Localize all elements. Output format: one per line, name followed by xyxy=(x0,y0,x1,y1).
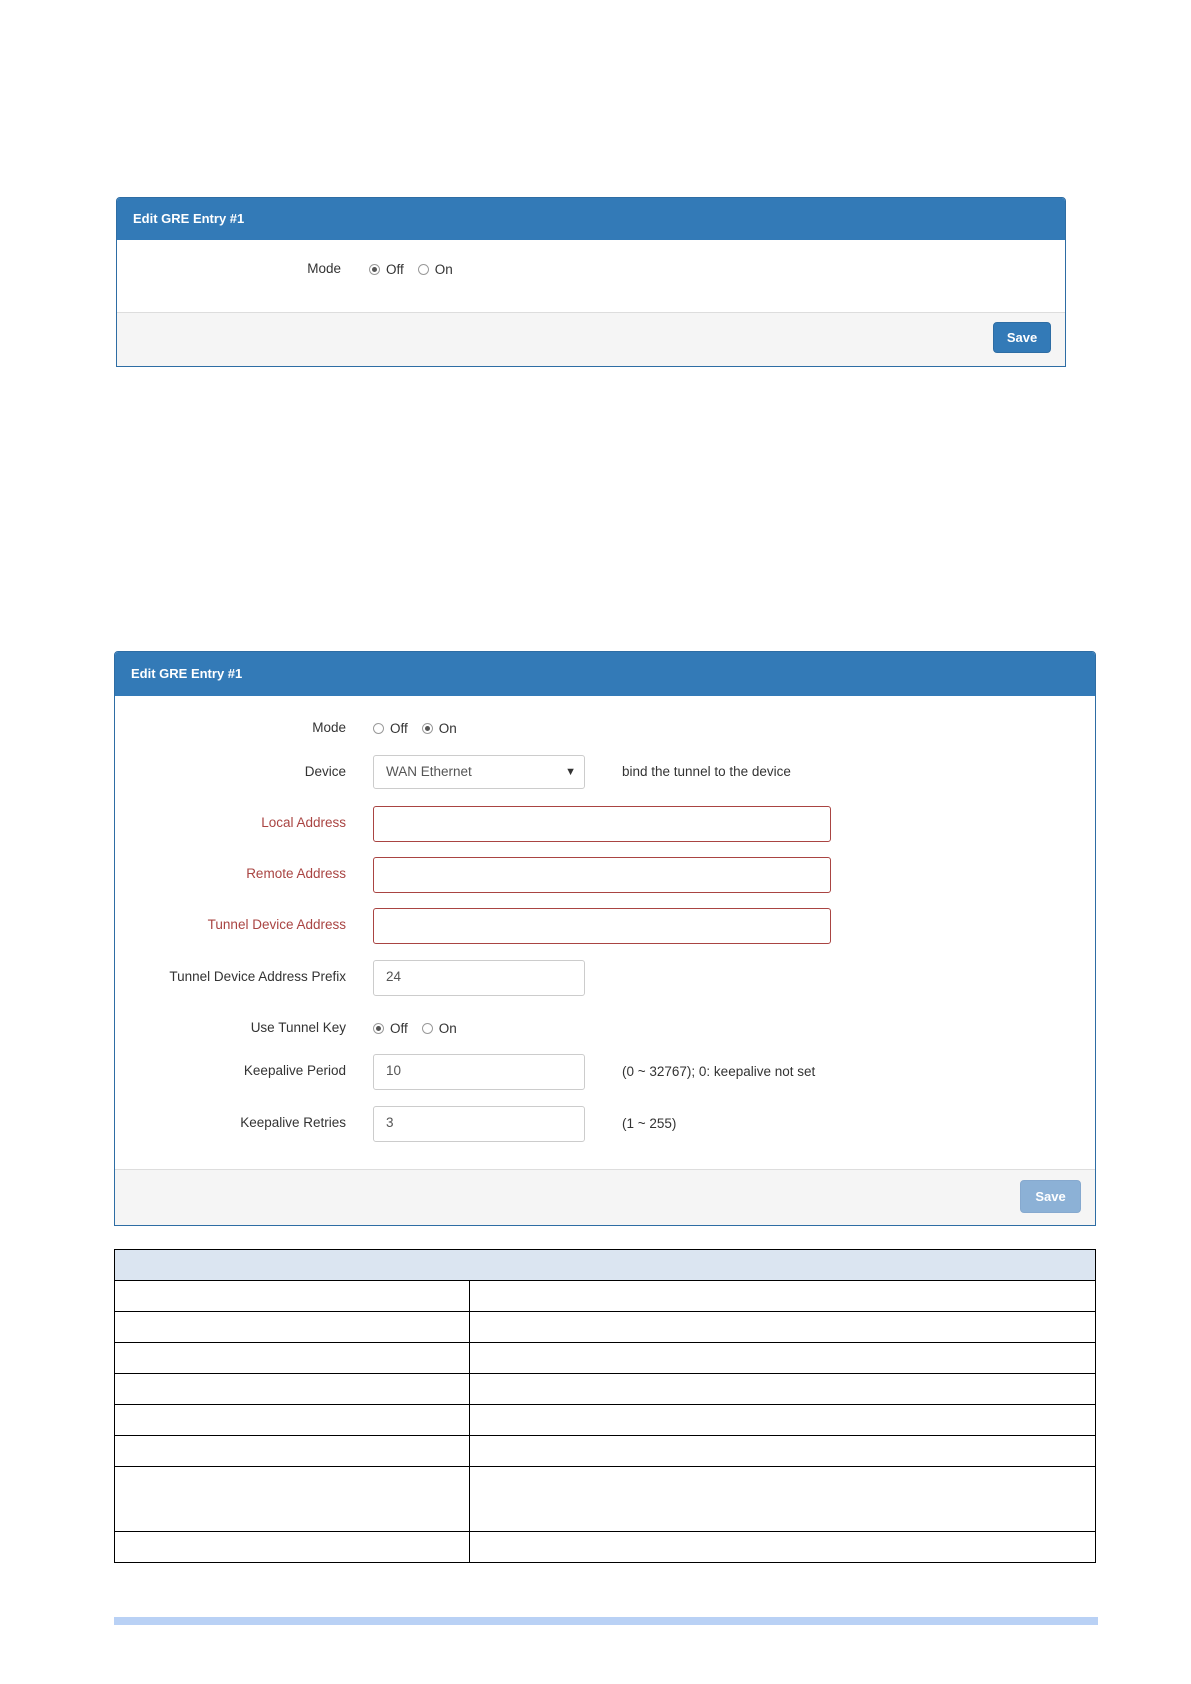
table-cell xyxy=(115,1436,470,1467)
keepalive-retries-input[interactable]: 3 xyxy=(373,1106,585,1142)
table-row xyxy=(115,1436,1096,1467)
table-cell xyxy=(115,1405,470,1436)
tunnel-prefix-label: Tunnel Device Address Prefix xyxy=(169,969,346,984)
settings-table xyxy=(114,1249,1096,1563)
table-row xyxy=(115,1405,1096,1436)
use-tunnel-key-label: Use Tunnel Key xyxy=(250,1020,346,1035)
table-cell xyxy=(470,1343,1096,1374)
use-tunnel-key-row xyxy=(115,1011,1095,1045)
tunnel-device-address-input[interactable] xyxy=(373,908,831,944)
table-cell xyxy=(115,1532,470,1563)
keepalive-period-label: Keepalive Period xyxy=(243,1063,346,1078)
remote-address-row xyxy=(115,857,1095,891)
gre-entry-panel-on xyxy=(114,651,1096,1226)
mode-on-radio[interactable] xyxy=(418,264,429,275)
tunnel-key-on-label[interactable]: On xyxy=(438,1020,457,1036)
table-cell xyxy=(115,1281,470,1312)
table-cell xyxy=(470,1312,1096,1343)
chevron-down-icon: ▼ xyxy=(565,766,576,778)
keepalive-period-row xyxy=(115,1054,1095,1088)
table-cell xyxy=(470,1467,1096,1532)
table-cell xyxy=(470,1436,1096,1467)
tunnel-prefix-row xyxy=(115,960,1095,994)
table-cell xyxy=(115,1312,470,1343)
table-header-row xyxy=(115,1250,1096,1281)
table-cell xyxy=(470,1281,1096,1312)
footer-divider xyxy=(114,1617,1098,1625)
device-row xyxy=(115,755,1095,789)
mode-label: Mode xyxy=(312,720,346,735)
table-cell xyxy=(470,1532,1096,1563)
save-button[interactable]: Save xyxy=(993,322,1051,353)
local-address-row xyxy=(115,806,1095,840)
table-header-cell xyxy=(115,1250,1096,1281)
panel-title: Edit GRE Entry #1 xyxy=(117,198,1065,240)
device-help: bind the tunnel to the device xyxy=(622,764,791,779)
panel-title: Edit GRE Entry #1 xyxy=(115,652,1095,696)
tunnel-device-address-row xyxy=(115,908,1095,942)
mode-off-label[interactable]: Off xyxy=(390,720,408,736)
table-row xyxy=(115,1312,1096,1343)
keepalive-period-help: (0 ~ 32767); 0: keepalive not set xyxy=(622,1064,816,1079)
panel-footer xyxy=(115,1169,1095,1225)
mode-label: Mode xyxy=(307,261,341,276)
gre-entry-panel-off xyxy=(116,197,1066,367)
table-cell xyxy=(115,1343,470,1374)
table-row xyxy=(115,1467,1096,1532)
mode-off-label[interactable]: Off xyxy=(386,261,404,277)
table-row xyxy=(115,1281,1096,1312)
table-cell xyxy=(470,1405,1096,1436)
tunnel-prefix-input[interactable]: 24 xyxy=(373,960,585,996)
tunnel-key-off-radio[interactable] xyxy=(373,1023,384,1034)
tunnel-key-on-radio[interactable] xyxy=(422,1023,433,1034)
tunnel-key-off-label[interactable]: Off xyxy=(390,1020,408,1036)
mode-on-label[interactable]: On xyxy=(434,261,453,277)
keepalive-retries-label: Keepalive Retries xyxy=(240,1115,346,1130)
save-button[interactable]: Save xyxy=(1020,1180,1081,1213)
remote-address-label: Remote Address xyxy=(246,866,346,881)
table-cell xyxy=(115,1467,470,1532)
mode-on-radio[interactable] xyxy=(422,723,433,734)
local-address-input[interactable] xyxy=(373,806,831,842)
panel-footer xyxy=(117,312,1065,366)
table-row xyxy=(115,1532,1096,1563)
remote-address-input[interactable] xyxy=(373,857,831,893)
device-select[interactable] xyxy=(373,755,585,789)
mode-on-label[interactable]: On xyxy=(438,720,457,736)
mode-radio-group xyxy=(373,711,471,745)
mode-row xyxy=(115,711,1095,745)
table-row xyxy=(115,1374,1096,1405)
keepalive-retries-help: (1 ~ 255) xyxy=(622,1116,677,1131)
mode-off-radio[interactable] xyxy=(373,723,384,734)
keepalive-retries-row xyxy=(115,1106,1095,1140)
table-row xyxy=(115,1343,1096,1374)
mode-off-radio[interactable] xyxy=(369,264,380,275)
local-address-label: Local Address xyxy=(261,815,346,830)
keepalive-period-input[interactable]: 10 xyxy=(373,1054,585,1090)
mode-radio-group xyxy=(369,252,467,286)
use-tunnel-key-radio-group xyxy=(373,1011,471,1045)
table-cell xyxy=(115,1374,470,1405)
device-select-value: WAN Ethernet xyxy=(386,764,472,779)
device-label: Device xyxy=(304,764,346,779)
mode-row xyxy=(117,252,1065,286)
tunnel-device-address-label: Tunnel Device Address xyxy=(207,917,346,932)
table-cell xyxy=(470,1374,1096,1405)
